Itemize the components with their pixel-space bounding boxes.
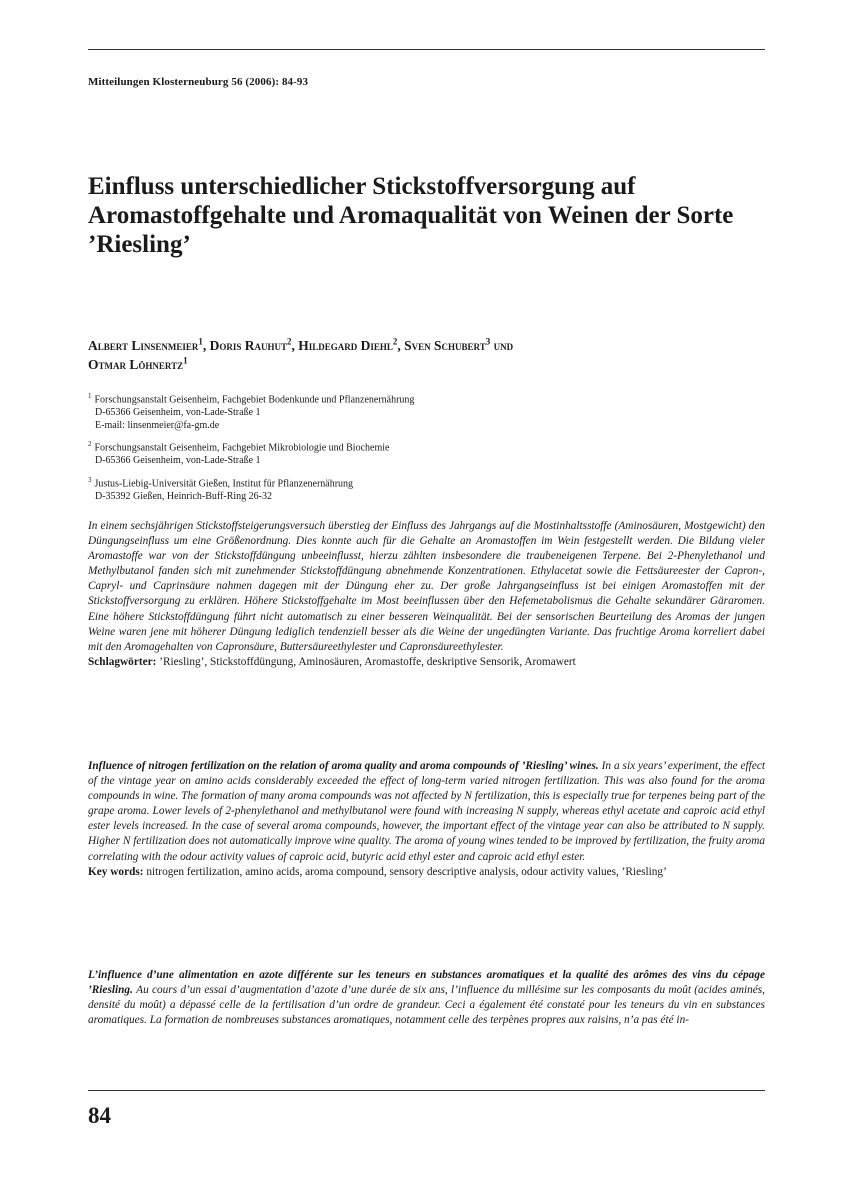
abstract-french-text: Au cours d’un essai d’augmentation d’azote d’une durée de six ans, l’influence du millésime sur les composants du moût (acides aminés, densité du moût) a dépassé celle de la fertilisation d’un ordre de grandeur. Ceci a également été constaté pour les teneurs du vin en substances aromatiques. La formation de nombreuses substances aromatiques, notamment celle des terpènes propres aux raisins, n’a pas été in- (88, 984, 766, 1027)
affiliation-line: Forschungsanstalt Geisenheim, Fachgebiet Bodenkunde und Pflanzenernährung (94, 394, 415, 406)
abstract-german (88, 519, 765, 670)
affiliation-number: 3 (88, 476, 92, 484)
keywords-label-german: Schlagwörter: (88, 655, 157, 668)
author-separator: und (490, 338, 514, 353)
author-affiliation-mark: 2 (392, 336, 398, 347)
affiliation-line: Justus-Liebig-Universität Gießen, Institut für Pflanzenernährung (94, 478, 354, 490)
author-separator: , (397, 338, 405, 353)
author-name: Hildegard Diehl (298, 338, 393, 353)
journal-citation: Mitteilungen Klosterneuburg 56 (2006): 84-93 (88, 76, 309, 88)
affiliation-3 (88, 474, 688, 503)
affiliation-2 (88, 438, 688, 467)
affiliation-number: 2 (88, 440, 92, 448)
affiliation-line: D-65366 Geisenheim, von-Lade-Straße 1 (95, 407, 261, 419)
author-affiliation-mark: 1 (183, 355, 188, 366)
author-separator: , (291, 338, 299, 353)
article-title: Einfluss unterschiedlicher Stickstoffversorgung auf Aromastoffgehalte und Aromaqualität von Weinen der Sorte ’Riesling’ (88, 173, 734, 258)
abstract-french (88, 968, 765, 1028)
abstract-german-text: In einem sechsjährigen Stickstoffsteigerungsversuch überstieg der Einfluss des Jahrgangs auf die Mostinhaltsstoffe (Aminosäuren, Mostgewicht) den Düngungseinfluss um eine Größenordnung. Dies konnte auch für die Gehalte an Aromastoffen im Wein festgestellt werden. Die Bildung vieler Aromastoffe war von der Stickstoffdüngung unbeeinflusst, hierzu zählten insbesondere die traubeneigenen Terpene. Bei 2-Phenylethanol und Methylbutanol fanden sich mit zunehmender Stickstoffdüngung abnehmende Konzentrationen. Ethylacetat sowie die Fettsäureester der Capron-, Capryl- und Caprinsäure nahmen dagegen mit der Düngung eher zu. Der große Jahrgangseinfluss ist bei einigen Aromastoffen mit der Stickstoffversorgung zu erklären. Höhere Stickstoffgehalte im Most beeinflussen über den Hefemetabolismus die Gehalte sekundärer Gäraromen. Eine höhere Stickstoffdüngung führt nicht automatisch zu einer besseren Weinqualität. Bei der sensorischen Beurteilung des Aromas der jungen Weine waren jene mit höherer Düngung lediglich tendenziell besser als die Weine der ungedüngten Variante. Das fruchtige Aroma korreliert dabei mit den Aromagehalten von Capronsäure, Buttersäureethylester und Capronsäureethylester. (88, 520, 765, 653)
author-affiliation-mark: 2 (286, 336, 292, 347)
affiliation-number: 1 (88, 392, 92, 400)
author-name: Sven Schubert (404, 338, 486, 353)
keywords-german: ’Riesling’, Stickstoffdüngung, Aminosäuren, Aromastoffe, deskriptive Sensorik, Aromawert (159, 655, 576, 668)
author-name: Albert Linsenmeier (88, 338, 199, 353)
abstract-english-title: Influence of nitrogen fertilization on the relation of aroma quality and aroma compounds of ’Riesling’ wines. (88, 760, 599, 772)
author-list (88, 336, 765, 374)
affiliation-email: E-mail: linsenmeier@fa-gm.de (95, 420, 220, 432)
affiliation-1 (88, 390, 688, 432)
author-name: Doris Rauhut (209, 338, 287, 353)
abstract-english-text: In a six years’ experiment, the effect of the vintage year on amino acids considerably exceeded the effect of long-term varied nitrogen fertilization. This was also found for the aroma compounds in wine. The formation of many aroma compounds was not affected by N fertilization, this is especially true for terpenes being part of the grape aroma. Lower levels of 2-phenylethanol and methylbutanol were found with increasing N supply, whereas ethyl acetate and caproic acid ethyl ester levels increased. In the case of several aroma compounds, however, the important effect of the vintage year can also be attributed to N supply. Higher N fertilization does not automatically improve wine quality. The aroma of young wines tended to be improved by fertilization, the fruity aroma correlating with the odour activity values of caproic acid, butyric acid ethyl ester and caproic acid ethyl ester. (88, 760, 765, 863)
author-affiliation-mark: 3 (485, 336, 491, 347)
author-separator: , (202, 338, 210, 353)
keywords-english: nitrogen fertilization, amino acids, aroma compound, sensory descriptive analysis, odour activity values, ’Riesling’ (146, 865, 667, 878)
abstract-french-title: L’influence d’une alimentation en azote différente sur les teneurs en substances aromatiques et la qualité des arômes des vins du cépage ’Riesling. (88, 969, 765, 997)
abstract-english (88, 759, 765, 880)
footer-rule (88, 1090, 765, 1091)
author-name: Otmar Löhnertz (88, 357, 184, 372)
affiliation-line: D-35392 Gießen, Heinrich-Buff-Ring 26-32 (95, 491, 273, 503)
page-number: 84 (88, 1103, 111, 1128)
header-rule (88, 49, 765, 50)
keywords-label-english: Key words: (88, 865, 144, 878)
affiliation-line: Forschungsanstalt Geisenheim, Fachgebiet Mikrobiologie und Biochemie (94, 442, 390, 454)
author-affiliation-mark: 1 (198, 336, 203, 347)
affiliation-line: D-65366 Geisenheim, von-Lade-Straße 1 (95, 455, 261, 467)
